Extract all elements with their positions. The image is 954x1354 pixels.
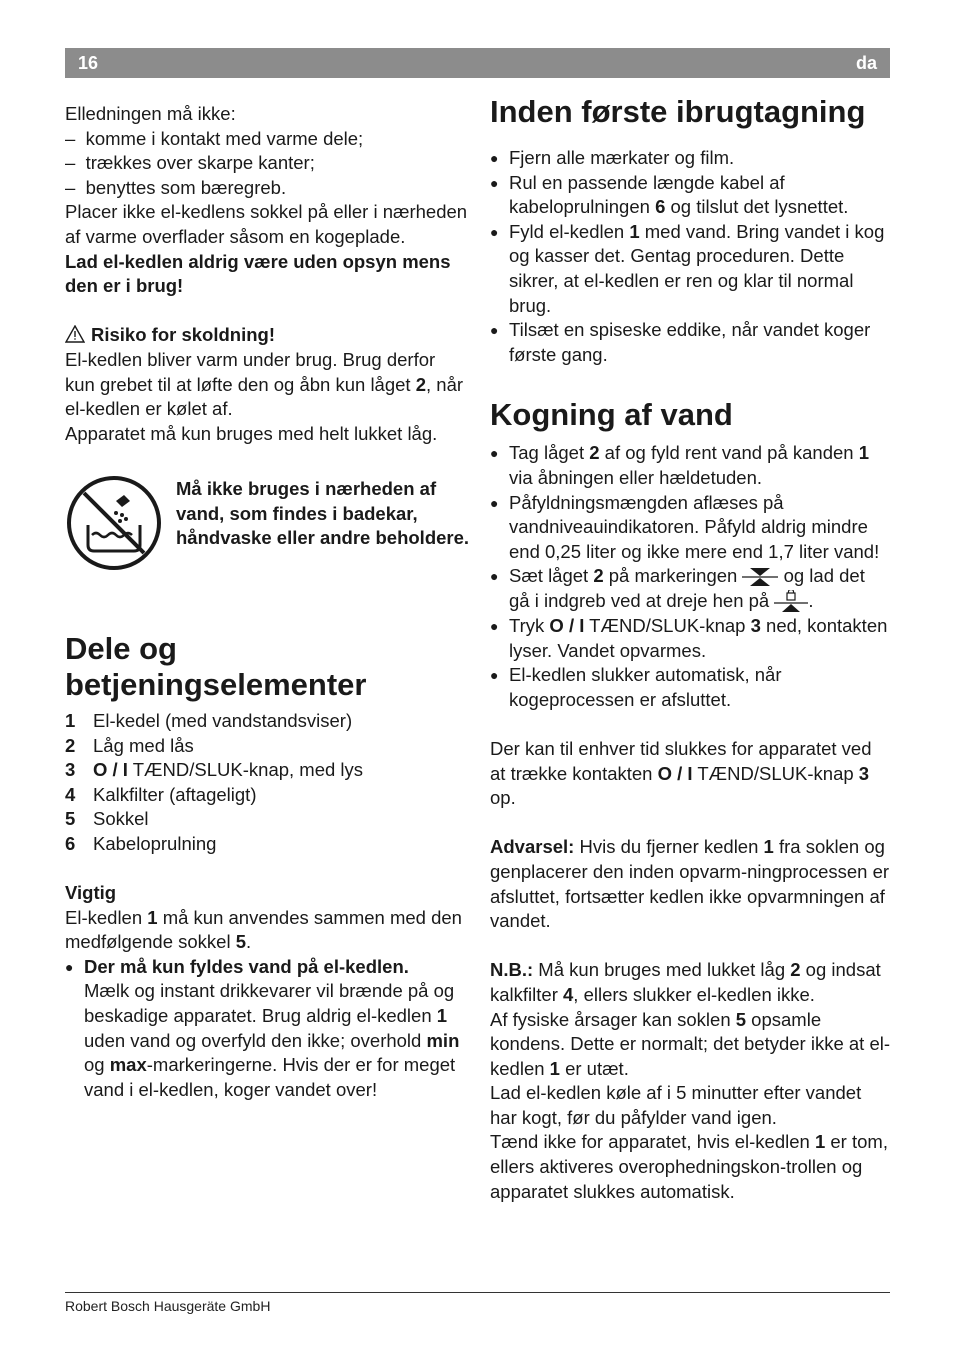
- list-item: ● Sæt låget 2 på markeringen og lad det gå i indgreb ved at dreje hen på .: [490, 564, 890, 614]
- condensation-text: Af fysiske årsager kan soklen 5 opsamle kondens. Dette er normalt; det betyder ikke at el-kedlen 1 er utæt.: [490, 1008, 891, 1079]
- vigtig-text: El-kedlen 1 må kun anvendes sammen med den medfølgende sokkel 5.: [65, 906, 462, 953]
- page-header: [65, 48, 890, 78]
- cord-intro: Elledningen må ikke:: [65, 103, 236, 124]
- empty-warning-text: Tænd ikke for apparatet, hvis el-kedlen 1 er tom, ellers aktiveres overophedningskon-trollen og apparatet slukkes automatisk.: [490, 1131, 888, 1202]
- language-code: da: [855, 53, 877, 73]
- boiling-list: [490, 441, 890, 712]
- footer-company: Robert Bosch Hausgeräte GmbH: [65, 1298, 271, 1314]
- list-item: 5 Sokkel: [65, 808, 149, 830]
- nb-text: N.B.: Må kun bruges med lukket låg 2 og indsat kalkfilter 4, ellers slukker el-kedlen ikke.: [490, 959, 881, 1005]
- warning-triangle-icon: [65, 325, 85, 343]
- switch-off-text: Der kan til enhver tid slukkes for apparatet ved at trække kontakten O / I TÆND/SLUK-knap 3 op.: [490, 737, 872, 809]
- vigtig-bullets: [65, 955, 470, 1103]
- list-item: 4 Kalkfilter (aftageligt): [65, 783, 257, 805]
- vigtig-heading: Vigtig: [65, 882, 117, 904]
- parts-title: Dele og betjeningselementer: [65, 630, 367, 702]
- no-bath-water-icon: [66, 475, 162, 571]
- section-title-boiling: Kogning af vand: [490, 397, 733, 433]
- list-item: ● Tryk O / I TÆND/SLUK-knap 3 ned, kontakten lyser. Vandet opvarmes.: [490, 614, 890, 663]
- list-item: ● Påfyldningsmængden aflæses på vandniveauindikatoren. Påfyld aldrig mindre end 0,25 liter og ikke mere end 1,7 liter vand!: [490, 491, 890, 565]
- page-number: 16: [78, 53, 99, 73]
- section-title-first-use: Inden første ibrugtagning: [490, 94, 866, 129]
- lock-mark-icon: [774, 590, 808, 614]
- supervision-warning: Lad el-kedlen aldrig være uden opsyn mens den er i brug!: [65, 250, 451, 297]
- dash-item: – trækkes over skarpe kanter;: [65, 152, 315, 174]
- list-item: ● Tilsæt en spiseske eddike, når vandet koger første gang.: [490, 318, 890, 367]
- first-use-list: [490, 146, 890, 367]
- advarsel-text: Advarsel: Hvis du fjerner kedlen 1 fra soklen og genplacerer den inden opvarm-ningprocessen er afsluttet, fortsætter kedlen ikke opvarmningen af vandet.: [490, 836, 890, 932]
- list-item: 1 El-kedel (med vandstandsviser): [65, 709, 353, 731]
- list-item: 2 Låg med lås: [65, 734, 194, 756]
- placement-text: Placer ikke el-kedlens sokkel på eller i nærheden af varme overflader såsom en kogeplade.: [65, 201, 468, 247]
- risk-heading: Risiko for skoldning!: [65, 323, 470, 348]
- cooldown-text: Lad el-kedlen køle af i 5 minutter efter vandet har kogt, før du påfylder vand igen.: [490, 1082, 862, 1128]
- lid-mark-icon: [742, 566, 778, 588]
- right-column: [490, 94, 890, 1204]
- left-column: [65, 102, 470, 1102]
- list-item: ● Der må kun fyldes vand på el-kedlen. Mælk og instant drikkevarer vil brænde på og beskadige apparatet. Brug aldrig el-kedlen 1 uden vand og overfyld den ikke; overhold min og max-markeringerne. Hvis der er for meget vand i el-kedlen, koger vandet over!: [65, 955, 470, 1103]
- list-item: 6 Kabeloprulning: [65, 832, 217, 854]
- dash-item: – benyttes som bæregreb.: [65, 176, 287, 198]
- risk-text: El-kedlen bliver varm under brug. Brug derfor kun grebet til at løfte den og åbn kun låget 2, når el-kedlen er kølet af.: [65, 348, 464, 420]
- list-item: ● Fyld el-kedlen 1 med vand. Bring vandet i kog og kasser det. Gentag proceduren. Dette sikrer, at el-kedlen er ren og klar til normal brug.: [490, 220, 890, 318]
- parts-list: [65, 709, 470, 857]
- no-water-text: Må ikke bruges i nærheden af vand, som findes i badekar, håndvaske eller andre beholdere.: [176, 477, 470, 549]
- list-item: ● Rul en passende længde kabel af kabeloprulningen 6 og tilslut det lysnettet.: [490, 171, 890, 220]
- list-item: ● El-kedlen slukker automatisk, når kogeprocessen er afsluttet.: [490, 663, 890, 712]
- footer-divider: [65, 1292, 890, 1293]
- closed-lid-text: Apparatet må kun bruges med helt lukket låg.: [65, 422, 438, 444]
- dash-item: – komme i kontakt med varme dele;: [65, 127, 364, 149]
- list-item: 3 O / I TÆND/SLUK-knap, med lys: [65, 759, 364, 781]
- list-item: ● Tag låget 2 af og fyld rent vand på kanden 1 via åbningen eller hældetuden.: [490, 441, 890, 490]
- list-item: ● Fjern alle mærkater og film.: [490, 146, 890, 171]
- no-water-warning: [65, 475, 470, 571]
